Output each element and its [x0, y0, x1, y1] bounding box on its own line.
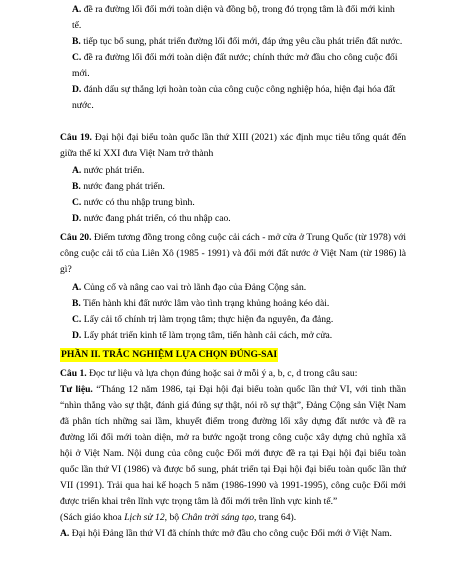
q19-option-a: A. nước phát triển.: [72, 165, 145, 176]
q20-options: [0, 280, 406, 344]
q20-option-c: C. Lấy cải tổ chính trị làm trọng tâm; thực hiện đa nguyên, đa đảng.: [72, 314, 334, 325]
q19-option-b: B. nước đang phát triển.: [72, 181, 165, 192]
q18-option-b: B. tiếp tục bổ sung, phát triển đường lối đổi mới, đáp ứng yêu cầu phát triển đất nước.: [72, 36, 403, 47]
q18-option-a: A. đề ra đường lối đổi mới toàn diện và đồng bộ, trong đó trọng tâm là đổi mới kinh tế.: [72, 4, 395, 31]
q20-option-a: A. Củng cố và nâng cao vai trò lãnh đạo của Đảng Cộng sản.: [72, 282, 307, 293]
p1-citation: (Sách giáo khoa Lịch sử 12, bộ Chân trời sáng tạo, trang 64).: [60, 512, 297, 523]
q19-stem: Câu 19. Đại hội đại biểu toàn quốc lần thứ XIII (2021) xác định mục tiêu tổng quát đến giữa thế kỉ XXI đưa Việt Nam trở thành: [60, 132, 407, 159]
q19-option-c: C. nước có thu nhập trung bình.: [72, 197, 195, 208]
part2-question-1: [60, 366, 406, 542]
q20-option-b: B. Tiến hành khi đất nước lâm vào tình trạng khủng hoảng kéo dài.: [72, 298, 330, 309]
q19-options: [0, 163, 406, 227]
q18-options: [0, 2, 406, 114]
p1-source: Tư liệu. “Tháng 12 năm 1986, tại Đại hội đại biểu toàn quốc lần thứ VI, với tinh thần “nhìn thẳng vào sự thật, đánh giá đúng sự thật, nói rõ sự thật”, Đảng Cộng sản Việt Nam đã phân tích những sai lầm, khuyết điểm trong đường lối xây dựng đất nước và đề ra đường lối đổi mới toàn diện, mở ra bước ngoặt trong công cuộc xây dựng chủ nghĩa xã hội ở Việt Nam. Nội dung của công cuộc Đổi mới được đề ra tại Đại hội đại biểu toàn quốc lần thứ VI (1986) và được bổ sung, phát triển tại Đại hội đại biểu toàn quốc lần thứ VII (1991). Trải qua hai kế hoạch 5 năm (1986-1990 và 1991-1995), công cuộc Đổi mới được triển khai trên lĩnh vực trọng tâm là đổi mới trên lĩnh vực kinh tế.”: [60, 384, 406, 507]
q19-option-d: D. nước đang phát triển, có thu nhập cao.: [72, 213, 231, 224]
section-heading: PHẦN II. TRẮC NGHIỆM LỰA CHỌN ĐÚNG-SAI: [61, 349, 278, 360]
q18-option-c: C. đề ra đường lối đổi mới toàn diện đất nước; chính thức mở đầu cho công cuộc đổi mới.: [72, 52, 398, 79]
q20-option-d: D. Lấy phát triển kinh tế làm trọng tâm, tiến hành cải cách, mở cửa.: [72, 330, 333, 341]
p1-instruction: Câu 1. Đọc tư liệu và lựa chọn đúng hoặc sai ở mỗi ý a, b, c, d trong câu sau:: [60, 368, 358, 379]
q18-option-d: D. đánh dấu sự thắng lợi hoàn toàn của công cuộc công nghiệp hóa, hiện đại hóa đất nước.: [72, 84, 396, 111]
q20-stem: Câu 20. Điểm tương đồng trong công cuộc cải cách - mở cửa ở Trung Quốc (từ 1978) với công cuộc cải tổ của Liên Xô (1985 - 1991) và đổi mới đất nước ở Việt Nam (từ 1986) là gì?: [60, 232, 407, 275]
p1-option-a: A. Đại hội Đảng lần thứ VI đã chính thức mở đầu cho công cuộc Đổi mới ở Việt Nam.: [60, 528, 392, 539]
